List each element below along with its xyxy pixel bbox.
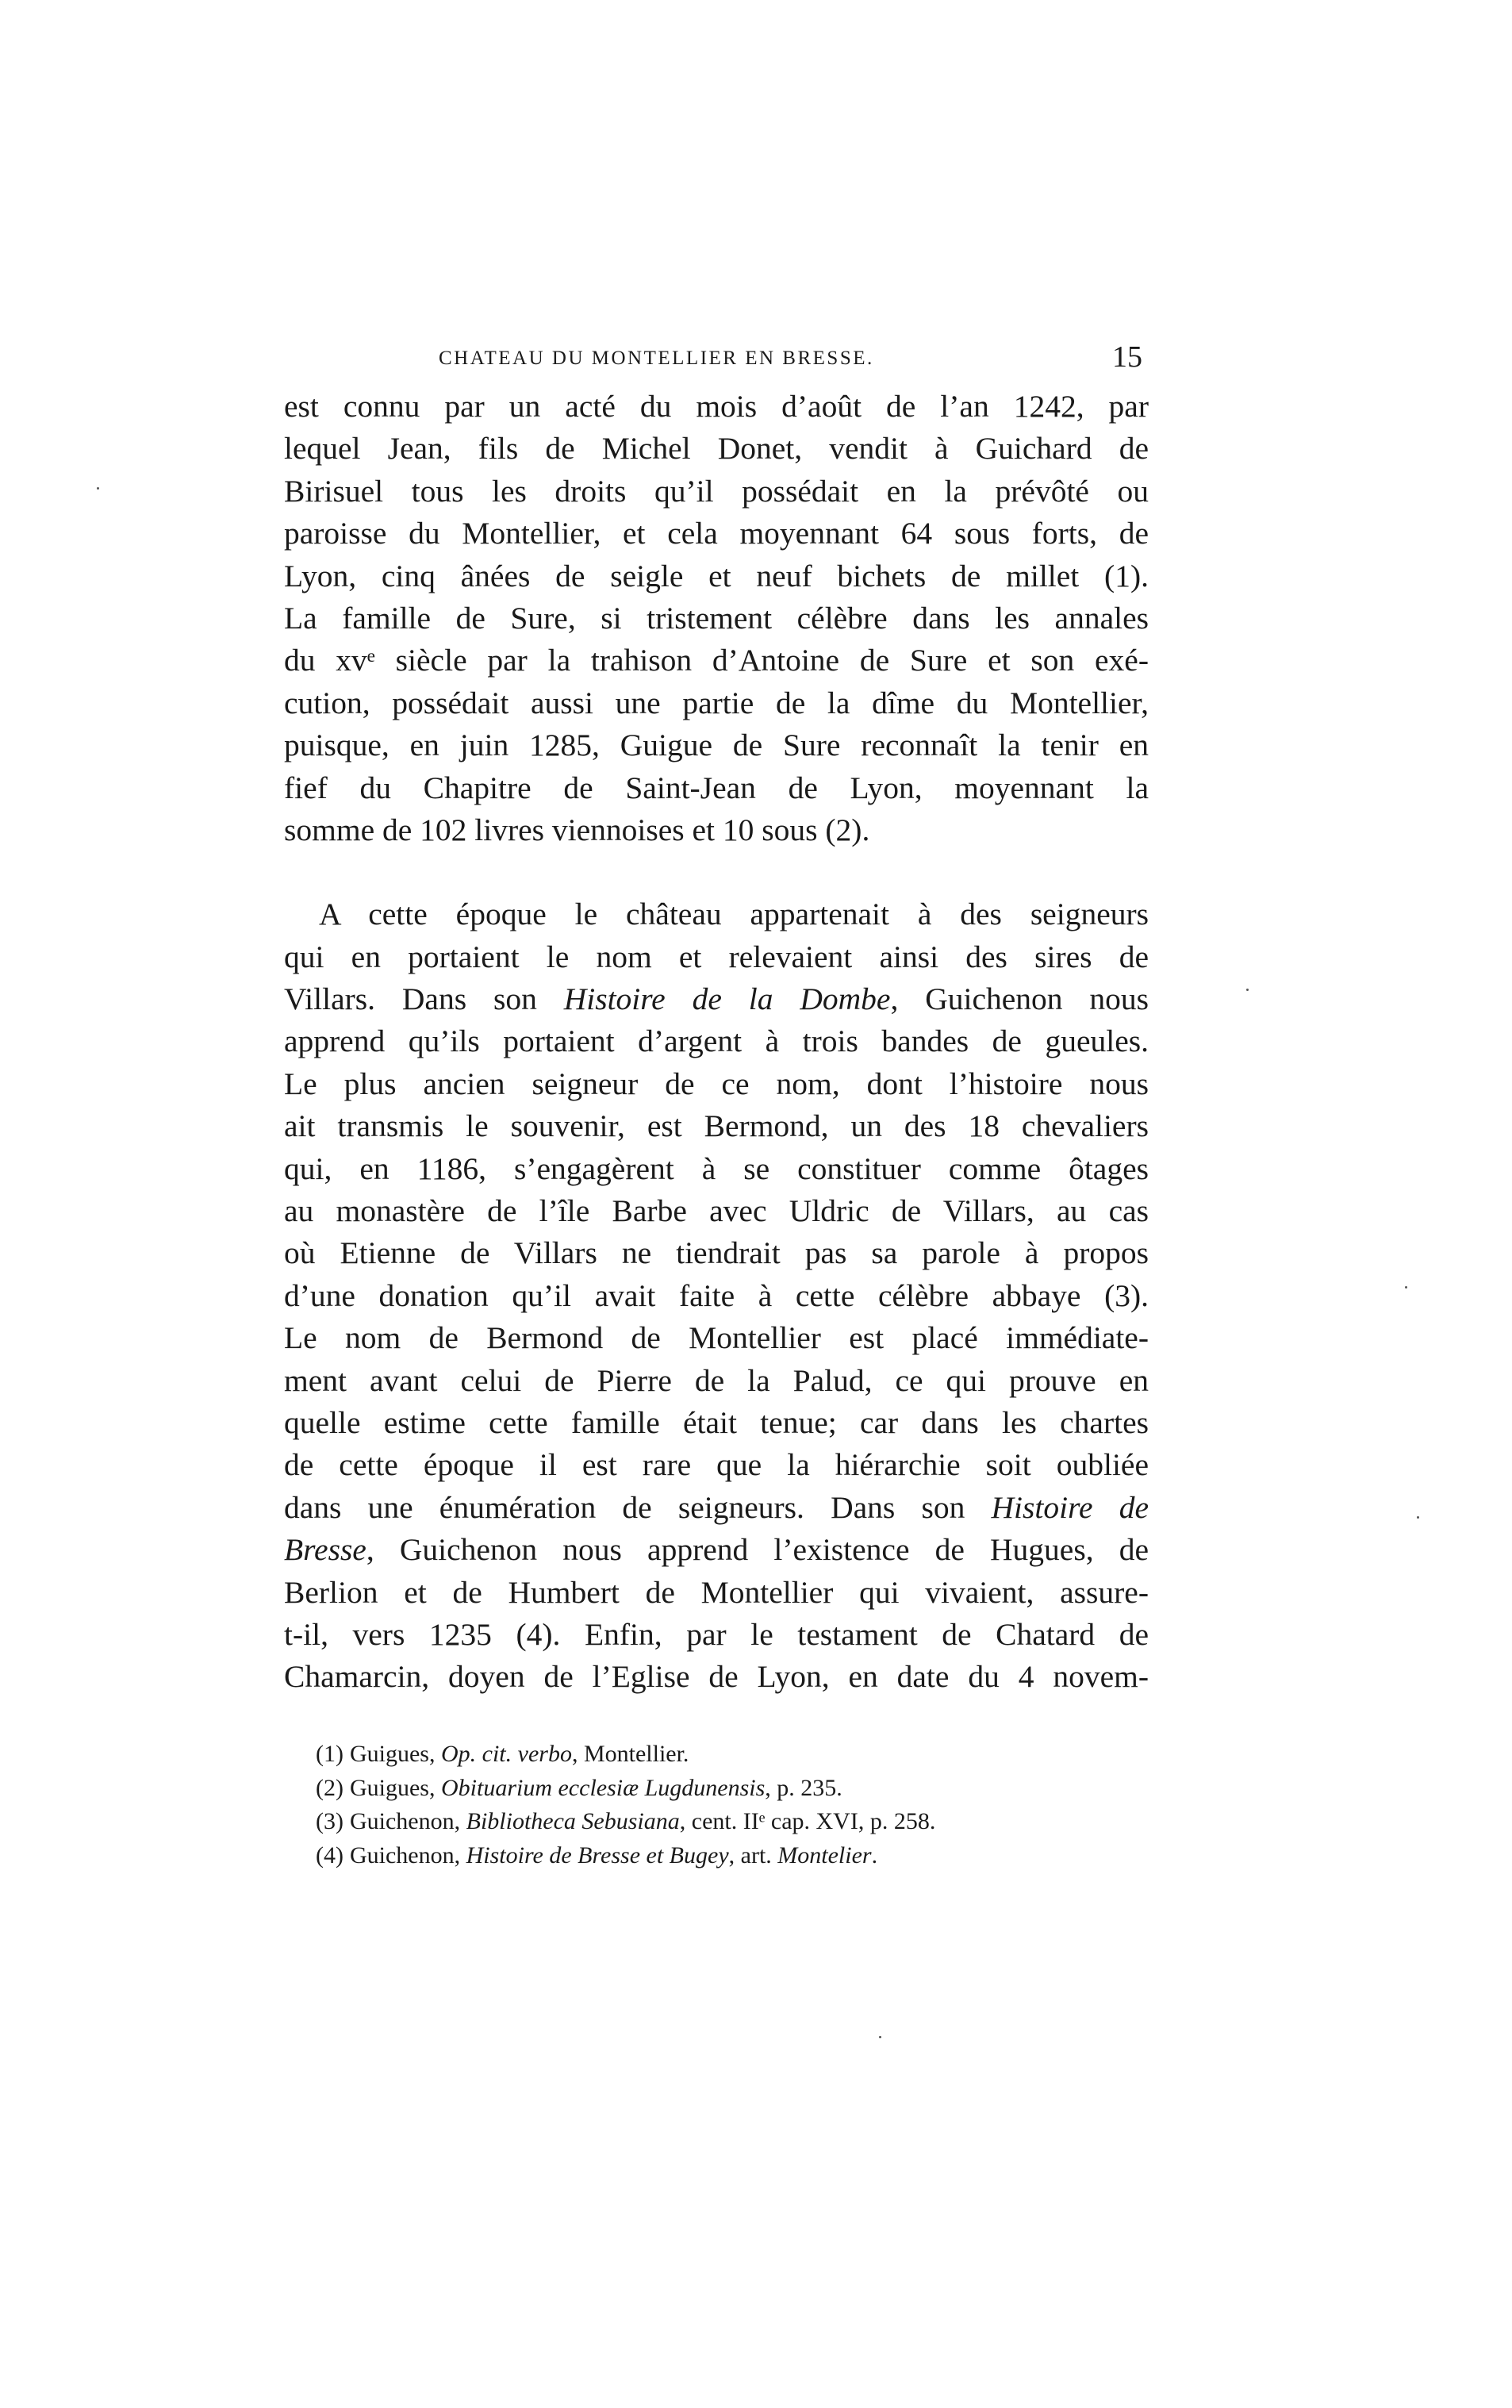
running-head — [284, 340, 1149, 374]
book-title: Histoire de la Dombe — [563, 981, 891, 1017]
text-fragment: dans une énumération de seigneurs. Dans son — [284, 1489, 992, 1525]
text-line: paroisse du Montellier, et cela moyennant 64 sous forts, de — [284, 516, 1149, 551]
footnote — [316, 1738, 1149, 1772]
speck — [97, 487, 99, 490]
text-line: cution, possédait aussi une partie de la dîme du Montellier, — [284, 685, 1149, 720]
footnote-text: Guigues, — [349, 1741, 441, 1767]
footnote-number: (2) — [316, 1774, 343, 1801]
footnote — [316, 1805, 1149, 1839]
text-line: d’une donation qu’il avait faite à cette célèbre abbaye (3). — [284, 1277, 1149, 1313]
footnote-text: Guichenon, — [349, 1842, 466, 1868]
text-line: du xvᵉ siècle par la trahison d’Antoine de Sure et son exé- — [284, 643, 1149, 678]
footnote-text: , cent. IIᵉ cap. XVI, p. 258. — [679, 1808, 936, 1834]
text-line: qui en portaient le nom et relevaient ainsi des sires de — [284, 939, 1149, 974]
text-fragment: , Guichenon nous — [890, 981, 1149, 1017]
speck — [1405, 1286, 1407, 1288]
text-line: Chamarcin, doyen de l’Eglise de Lyon, en date du 4 novem- — [284, 1659, 1149, 1695]
footnote-text: Guigues, — [349, 1774, 441, 1801]
text-fragment: , Guichenon nous apprend l’existence de Hugues, de — [366, 1532, 1149, 1568]
footnote-title: Op. cit. verbo — [440, 1741, 572, 1767]
footnote-text: Guichenon, — [349, 1808, 466, 1834]
text-line: où Etienne de Villars ne tiendrait pas sa parole à propos — [284, 1235, 1149, 1271]
text-line-with-title — [284, 1529, 1149, 1571]
footnote-text: , art. — [728, 1842, 778, 1868]
page-number: 15 — [1112, 340, 1142, 374]
text-line-with-title — [284, 1487, 1149, 1529]
text-line: Le plus ancien seigneur de ce nom, dont l’histoire nous — [284, 1066, 1149, 1101]
text-line: Lyon, cinq ânées de seigle et neuf bichets de millet (1). — [284, 558, 1149, 593]
text-line: quelle estime cette famille était tenue; car dans les chartes — [284, 1404, 1149, 1440]
text-line: t-il, vers 1235 (4). Enfin, par le testament de Chatard de — [284, 1616, 1149, 1652]
text-line: puisque, en juin 1285, Guigue de Sure reconnaît la tenir en — [284, 728, 1149, 763]
footnote — [316, 1772, 1149, 1806]
text-line: Berlion et de Humbert de Montellier qui vivaient, assure- — [284, 1574, 1149, 1610]
footnotes — [316, 1738, 1149, 1872]
speck — [1246, 989, 1249, 991]
footnote-number: (3) — [316, 1808, 343, 1834]
text-line: Le nom de Bermond de Montellier est placé immédiate- — [284, 1320, 1149, 1356]
footnote-title: Histoire de Bresse et Bugey — [466, 1842, 729, 1868]
text-line: apprend qu’ils portaient d’argent à trois bandes de gueules. — [284, 1023, 1149, 1059]
footnote-title: Montelier — [777, 1842, 872, 1868]
running-title: CHATEAU DU MONTELLIER EN BRESSE. — [439, 348, 874, 369]
paragraph-2 — [284, 893, 1149, 1698]
text-line: fief du Chapitre de Saint-Jean de Lyon, moyennant la — [284, 770, 1149, 805]
footnote — [316, 1839, 1149, 1873]
paragraph-gap — [284, 851, 1149, 893]
text-line: ment avant celui de Pierre de la Palud, ce qui prouve en — [284, 1362, 1149, 1398]
text-line: de cette époque il est rare que la hiérarchie soit oubliée — [284, 1447, 1149, 1483]
footnote-text: , p. 235. — [765, 1774, 842, 1801]
text-line: au monastère de l’île Barbe avec Uldric de Villars, au cas — [284, 1193, 1149, 1229]
speck — [1417, 1516, 1419, 1519]
text-line: somme de 102 livres viennoises et 10 sous (2). — [284, 812, 870, 847]
text-line: est connu par un acté du mois d’août de l’an 1242, par — [284, 389, 1149, 424]
book-title: Histoire de — [991, 1489, 1149, 1525]
text-line: La famille de Sure, si tristement célèbre dans les annales — [284, 600, 1149, 636]
text-fragment: Villars. Dans son — [284, 981, 564, 1017]
book-title: Bresse — [284, 1532, 366, 1568]
text-line: A cette époque le château appartenait à des seigneurs — [319, 897, 1149, 932]
footnote-title: Bibliotheca Sebusiana — [466, 1808, 680, 1834]
footnote-number: (4) — [316, 1842, 343, 1868]
text-line: ait transmis le souvenir, est Bermond, un des 18 chevaliers — [284, 1108, 1149, 1144]
body-text — [284, 386, 1149, 1699]
speck — [879, 2036, 881, 2038]
text-line: Birisuel tous les droits qu’il possédait en la prévôté ou — [284, 473, 1149, 509]
text-line-with-title — [284, 978, 1149, 1020]
footnote-number: (1) — [316, 1741, 343, 1767]
paragraph-1 — [284, 386, 1149, 851]
footnote-text: . — [871, 1842, 878, 1868]
footnote-text: , Montellier. — [571, 1741, 689, 1767]
footnote-title: Obituarium ecclesiæ Lugdunensis — [440, 1774, 766, 1801]
text-line: lequel Jean, fils de Michel Donet, vendit à Guichard de — [284, 431, 1149, 467]
text-line: qui, en 1186, s’engagèrent à se constituer comme ôtages — [284, 1150, 1149, 1186]
